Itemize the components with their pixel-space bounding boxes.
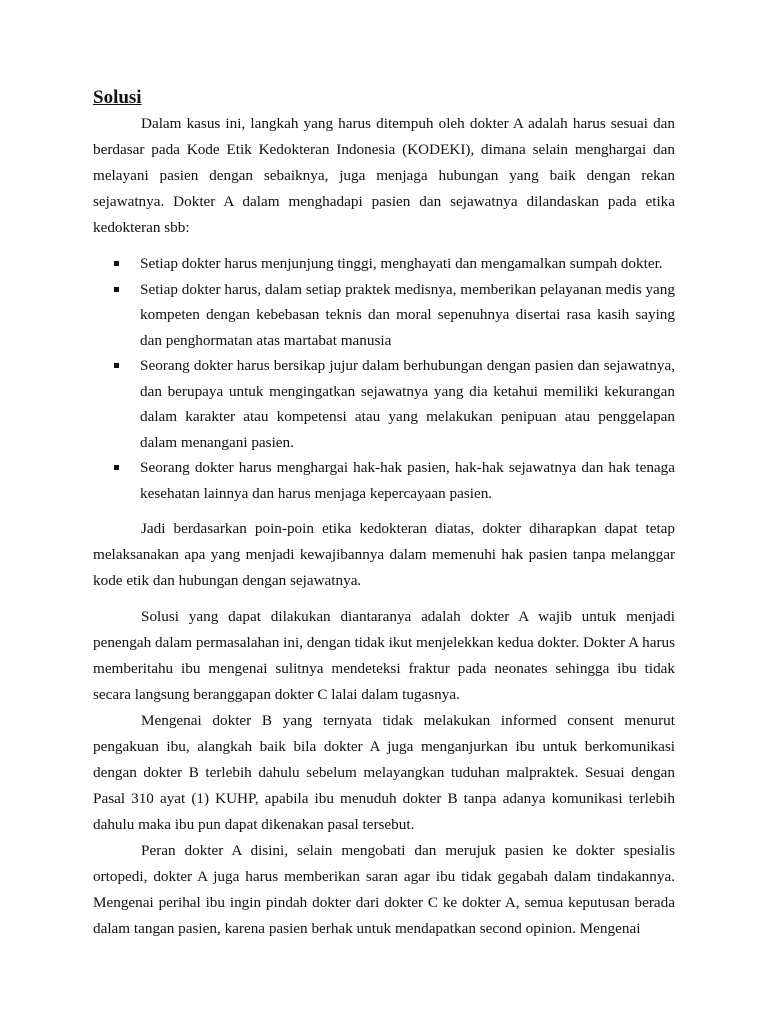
bullet-item (140, 251, 675, 277)
body-paragraph: Solusi yang dapat dilakukan diantaranya adalah dokter A wajib untuk menjadi penengah dalam permasalahan ini, dengan tidak ikut menjelekkan kedua dokter. Dokter A harus memberitahu ibu mengenai sulitnya mendeteksi fraktur pada neonates sehingga ibu tidak secara langsung beranggapan dokter C lalai dalam tugasnya. (93, 608, 676, 703)
square-bullet-icon (114, 287, 119, 292)
square-bullet-icon (114, 363, 119, 368)
bullet-text: Setiap dokter harus menjunjung tinggi, menghayati dan mengamalkan sumpah dokter. (140, 255, 663, 272)
bullet-item (140, 277, 675, 354)
body-paragraph: Jadi berdasarkan poin-poin etika kedokteran diatas, dokter diharapkan dapat tetap melaksanakan apa yang menjadi kewajibannya dalam memenuhi hak pasien tanpa melanggar kode etik dan hubungan dengan sejawatnya. (93, 520, 675, 589)
bullet-text: Seorang dokter harus bersikap jujur dalam berhubungan dengan pasien dan sejawatnya, dan berupaya untuk mengingatkan sejawatnya yang dia ketahui memiliki kekurangan dalam karakter atau kompetensi atau yang melakukan penipuan atau penggelapan dalam menangani pasien. (140, 357, 675, 451)
bullet-item (140, 455, 675, 506)
square-bullet-icon (114, 465, 119, 470)
bullet-text: Setiap dokter harus, dalam setiap praktek medisnya, memberikan pelayanan medis yang kompeten dengan kebebasan teknis dan moral sepenuhnya disertai rasa kasih saying dan penghormatan atas martabat manusia (140, 280, 675, 349)
body-paragraph: Peran dokter A disini, selain mengobati dan merujuk pasien ke dokter spesialis ortopedi, dokter A juga harus memberikan saran agar ibu tidak gegabah dalam tindakannya. Mengenai perihal ibu ingin pindah dokter dari dokter C ke dokter A, semua keputusan berada dalam tangan pasien, karena pasien berhak untuk mendapatkan second opinion. Mengenai (93, 842, 675, 937)
bullet-text: Seorang dokter harus menghargai hak-hak pasien, hak-hak sejawatnya dan hak tenaga kesehatan lainnya dan harus menjaga kepercayaan pasien. (140, 459, 675, 502)
intro-paragraph: Dalam kasus ini, langkah yang harus ditempuh oleh dokter A adalah harus sesuai dan berdasar pada Kode Etik Kedokteran Indonesia (KODEKI), dimana selain menghargai dan melayani pasien dengan sebaiknya, juga menjaga hubungan yang baik dengan rekan sejawatnya. Dokter A dalam menghadapi pasien dan sejawatnya dilandaskan pada etika kedokteran sbb: (93, 115, 675, 236)
ethics-bullet-list (93, 251, 675, 506)
square-bullet-icon (114, 261, 119, 266)
section-heading: Solusi (93, 87, 142, 108)
document-page (93, 85, 675, 942)
body-paragraph: Mengenai dokter B yang ternyata tidak melakukan informed consent menurut pengakuan ibu, alangkah baik bila dokter A juga menganjurkan ibu untuk berkomunikasi dengan dokter B terlebih dahulu sebelum melayangkan tuduhan malpraktek. Sesuai dengan Pasal 310 ayat (1) KUHP, apabila ibu menuduh dokter B tanpa adanya komunikasi terlebih dahulu maka ibu pun dapat dikenakan pasal tersebut. (93, 712, 675, 833)
bullet-item (140, 353, 675, 455)
